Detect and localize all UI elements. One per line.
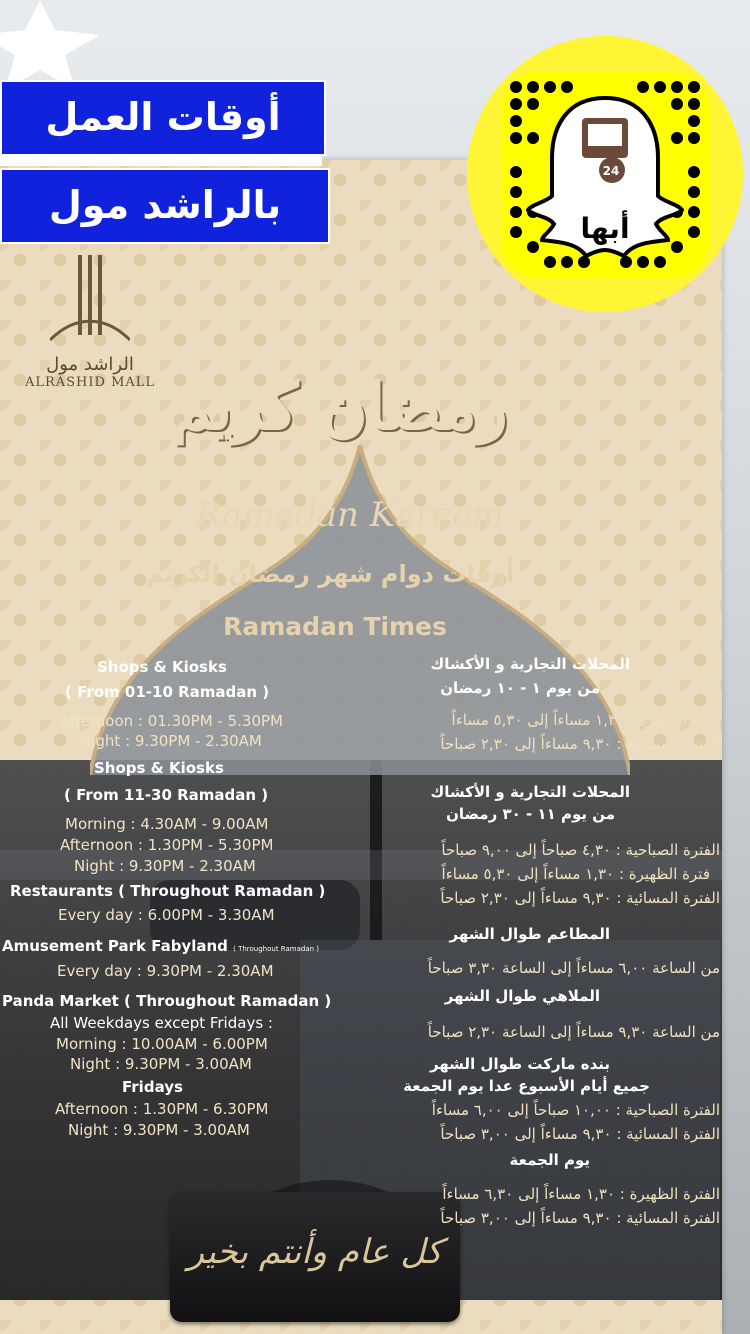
ar-line-5: المحلات التجارية و الأكشاك (430, 783, 630, 801)
arabic-heading: أوقات دوام شهر رمضان الكريم (145, 560, 515, 588)
ar-line-1: المحلات التجارية و الأكشاك (430, 655, 630, 673)
title-banner-line-1: أوقات العمل (0, 80, 326, 156)
shops2-range: ( From 11-30 Ramadan ) (64, 786, 269, 804)
title-banner-line-2: بالراشد مول (0, 168, 330, 244)
ramadan-times-heading: Ramadan Times (223, 612, 447, 641)
ar-line-6: من يوم ١١ - ٣٠ رمضان (446, 805, 615, 823)
mall-name-ar: الراشد مول (46, 354, 134, 375)
ar-line-14: بنده ماركت طوال الشهر (429, 1055, 610, 1073)
amusement-note: ( Throughout Ramadan ) (233, 945, 320, 953)
panda-morning: Morning : 10.00AM - 6.00PM (56, 1035, 268, 1053)
panda-weekdays: All Weekdays except Fridays : (50, 1014, 273, 1032)
mall-logo-icon (50, 255, 130, 350)
amusement-name: Amusement Park Fabyland (2, 937, 228, 955)
ar-line-7: الفترة الصباحية : ٤,٣٠ صباحاً إلى ٩,٠٠ صباحاً (441, 841, 720, 859)
shops2-title: Shops & Kiosks (94, 759, 224, 777)
fri-night: Night : 9.30PM - 3.00AM (68, 1121, 250, 1139)
panda-title: Panda Market ( Throughout Ramadan ) (2, 992, 332, 1010)
snapcode-badge (467, 36, 743, 312)
restaurants-time: Every day : 6.00PM - 3.30AM (58, 906, 275, 924)
ar-line-3: فترة الظهيرة : ١,٣٠ مساءاً إلى ٥,٣٠ مساءاً (451, 711, 720, 729)
shops2-afternoon: Afternoon : 1.30PM - 5.30PM (60, 836, 274, 854)
ramadan-calligraphy: رمضان كريم (172, 370, 508, 445)
ar-line-15: جميع أيام الأسبوع عدا يوم الجمعة (403, 1077, 650, 1095)
banner-divider (0, 154, 322, 166)
mall-logo (15, 255, 165, 390)
mall-name-en: ALRASHID MALL (24, 375, 156, 390)
greeting-plaque (170, 1192, 460, 1322)
ramadan-kareem-text: Ramadan Kareem (195, 495, 505, 535)
shops1-range: ( From 01-10 Ramadan ) (65, 683, 270, 701)
shops2-night: Night : 9.30PM - 2.30AM (74, 857, 256, 875)
amusement-title (2, 935, 319, 960)
ar-line-19: الفترة الظهيرة : ١,٣٠ مساءاً إلى ٦,٣٠ مساءاً (442, 1185, 720, 1203)
snapcode-number: 24 (602, 164, 620, 178)
ar-line-10: المطاعم طوال الشهر (449, 925, 610, 943)
shops2-morning: Morning : 4.30AM - 9.00AM (65, 815, 269, 833)
panda-night: Night : 9.30PM - 3.00AM (70, 1055, 252, 1073)
snapcode (501, 72, 709, 278)
star-decoration (0, 0, 130, 90)
shops1-night: Night : 9.30PM - 2.30AM (80, 732, 262, 750)
restaurants-title: Restaurants ( Throughout Ramadan ) (10, 882, 326, 900)
fri-afternoon: Afternoon : 1.30PM - 6.30PM (55, 1100, 269, 1118)
ar-line-2: من يوم ١ - ١٠ رمضان (440, 679, 600, 697)
ar-line-11: من الساعة ٦,٠٠ مساءاً إلى الساعة ٣,٣٠ صباحاً (427, 959, 720, 977)
ar-line-20: الفترة المسائية : ٩,٣٠ مساءاً إلى ٣,٠٠ صباحاً (440, 1209, 720, 1227)
ar-line-17: الفترة المسائية : ٩,٣٠ مساءاً إلى ٣,٠٠ صباحاً (440, 1125, 720, 1143)
ar-line-8: فترة الظهيرة : ١,٣٠ مساءاً إلى ٥,٣٠ مساءاً (441, 865, 710, 883)
plaque-calligraphy: كل عام وأنتم بخير (187, 1232, 443, 1272)
fridays-title: Fridays (122, 1078, 183, 1096)
ar-line-12: الملاهي طوال الشهر (444, 987, 600, 1005)
ar-line-9: الفترة المسائية : ٩,٣٠ مساءاً إلى ٢,٣٠ صباحاً (440, 889, 720, 907)
snapcode-text: أبها (580, 212, 630, 245)
ar-line-4: الفترة المسائية : ٩,٣٠ مساءاً إلى ٢,٣٠ صباحاً (440, 735, 720, 753)
ar-line-16: الفترة الصباحية : ١٠,٠٠ صباحاً إلى ٦,٠٠ مساءاً (431, 1101, 720, 1119)
ar-line-18: يوم الجمعة (509, 1151, 590, 1169)
ar-line-13: من الساعة ٩,٣٠ مساءاً إلى الساعة ٢,٣٠ صباحاً (427, 1023, 720, 1041)
shops1-afternoon: Afternoon : 01.30PM - 5.30PM (60, 712, 283, 730)
shops1-title: Shops & Kiosks (97, 658, 227, 676)
amusement-time: Every day : 9.30PM - 2.30AM (57, 962, 274, 980)
